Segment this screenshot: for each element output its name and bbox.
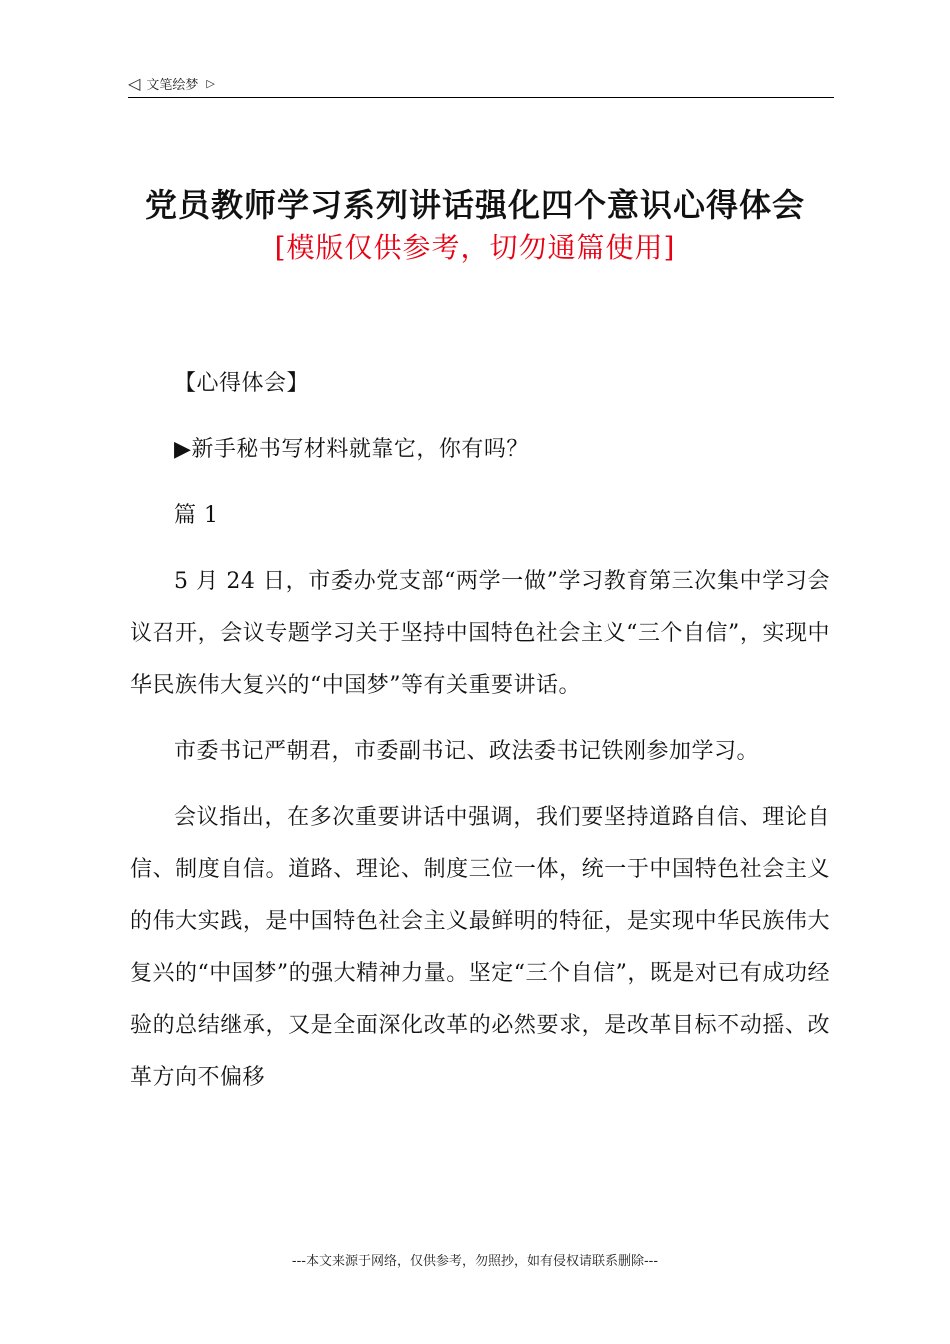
document-subtitle: [模版仅供参考，切勿通篇使用] [274,231,676,264]
triangle-right-icon: ▷ [206,77,215,90]
promo-line: ▶新手秘书写材料就靠它，你有吗？ [174,437,529,462]
triangle-left-icon: ◁ [128,74,141,93]
document-body [130,358,830,1118]
page-footer: ---本文来源于网络，仅供参考，勿照抄，如有侵权请联系删除--- [291,1254,659,1269]
header-divider [128,97,834,98]
body-paragraph: 会议指出，在多次重要讲话中强调，我们要坚持道路自信、理论自信、制度自信。道路、理论、制度三位一体，统一于中国特色社会主义的伟大实践，是中国特色社会主义最鲜明的特征，是实现中华民族伟大复兴的“中国梦”的强大精神力量。坚定“三个自信”，既是对已有成功经验的总结继承，又是全面深化改革的必然要求，是改革目标不动摇、改革方向不偏移 [130,805,830,1090]
body-paragraph: 5 月 24 日，市委办党支部“两学一做”学习教育第三次集中学习会议召开，会议专题学习关于坚持中国特色社会主义“三个自信”，实现中华民族伟大复兴的“中国梦”等有关重要讲话。 [130,569,830,698]
document-title: 党员教师学习系列讲话强化四个意识心得体会 [144,186,805,224]
page-header [128,74,215,93]
body-paragraph: 市委书记严朝君，市委副书记、政法委书记铁刚参加学习。 [174,739,760,764]
section-heading: 【心得体会】 [174,371,310,396]
header-brand: 文笔绘梦 [146,78,199,93]
article-label: 篇 1 [174,503,219,528]
